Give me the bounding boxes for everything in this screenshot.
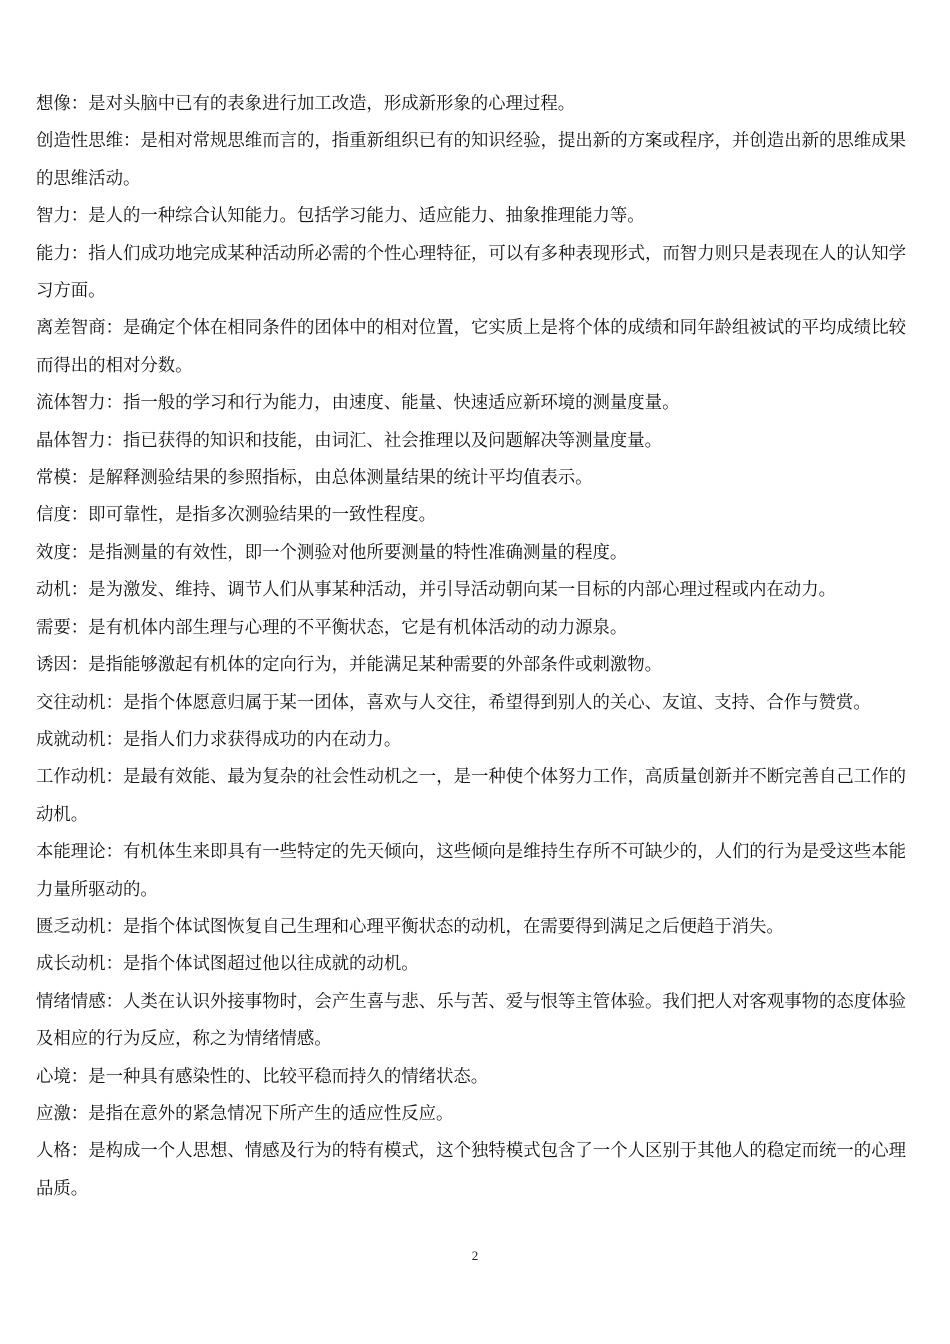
page-number: 2: [471, 1248, 479, 1263]
glossary-entry: 常模：是解释测验结果的参照指标，由总体测量结果的统计平均值表示。: [36, 468, 593, 489]
glossary-entry: 信度：即可靠性，是指多次测验结果的一致性程度。: [36, 505, 436, 526]
glossary-entry: 能力：指人们成功地完成某种活动所必需的个性心理特征，可以有多种表现形式，而智力则只是表现在人的认知学习方面。: [36, 243, 906, 302]
glossary-entry: 心境：是一种具有感染性的、比较平稳而持久的情绪状态。: [36, 1066, 489, 1087]
glossary-entry: 诱因：是指能够激起有机体的定向行为，并能满足某种需要的外部条件或刺激物。: [36, 655, 663, 676]
glossary-entry: 智力：是人的一种综合认知能力。包括学习能力、适应能力、抽象推理能力等。: [36, 206, 645, 227]
glossary-entry: 工作动机：是最有效能、最为复杂的社会性动机之一，是一种使个体努力工作，高质量创新并不断完善自己工作的动机。: [36, 767, 906, 825]
glossary-entry: 流体智力：指一般的学习和行为能力，由速度、能量、快速适应新环境的测量度量。: [36, 393, 680, 414]
glossary-entry: 离差智商：是确定个体在相同条件的团体中的相对位置，它实质上是将个体的成绩和同年龄组被试的平均成绩比较而得出的相对分数。: [36, 318, 906, 376]
glossary-entry: 人格：是构成一个人思想、情感及行为的特有模式，这个独特模式包含了一个人区别于其他人的稳定而统一的心理品质。: [36, 1141, 906, 1199]
glossary-entry: 需要：是有机体内部生理与心理的不平衡状态，它是有机体活动的动力源泉。: [36, 617, 628, 638]
glossary-entry: 想像：是对头脑中已有的表象进行加工改造，形成新形象的心理过程。: [36, 94, 576, 114]
glossary-body: [36, 86, 906, 1208]
glossary-entry: 本能理论：有机体生来即具有一些特定的先天倾向，这些倾向是维持生存所不可缺少的，人们的行为是受这些本能力量所驱动的。: [36, 842, 906, 900]
glossary-entry: 效度：是指测量的有效性，即一个测验对他所要测量的特性准确测量的程度。: [36, 542, 628, 563]
glossary-entry: 创造性思维：是相对常规思维而言的，指重新组织已有的知识经验，提出新的方案或程序，并创造出新的思维成果的思维活动。: [36, 131, 906, 189]
glossary-entry: 动机：是为激发、维持、调节人们从事某种活动，并引导活动朝向某一目标的内部心理过程或内在动力。: [36, 580, 836, 601]
glossary-entry: 成就动机：是指人们力求获得成功的内在动力。: [36, 729, 402, 750]
glossary-entry: 情绪情感：人类在认识外接事物时，会产生喜与悲、乐与苦、爱与恨等主管体验。我们把人对客观事物的态度体验及相应的行为反应，称之为情绪情感。: [36, 991, 906, 1050]
glossary-entry: 交往动机：是指个体愿意归属于某一团体，喜欢与人交往，希望得到别人的关心、友谊、支持、合作与赞赏。: [36, 692, 871, 713]
glossary-entry: 晶体智力：指已获得的知识和技能，由词汇、社会推理以及问题解决等测量度量。: [36, 430, 663, 451]
glossary-entry: 成长动机：是指个体试图超过他以往成就的动机。: [36, 954, 419, 975]
glossary-entry: 应激：是指在意外的紧急情况下所产生的适应性反应。: [36, 1103, 454, 1124]
glossary-entry: 匮乏动机：是指个体试图恢复自己生理和心理平衡状态的动机，在需要得到满足之后便趋于消失。: [36, 916, 784, 937]
